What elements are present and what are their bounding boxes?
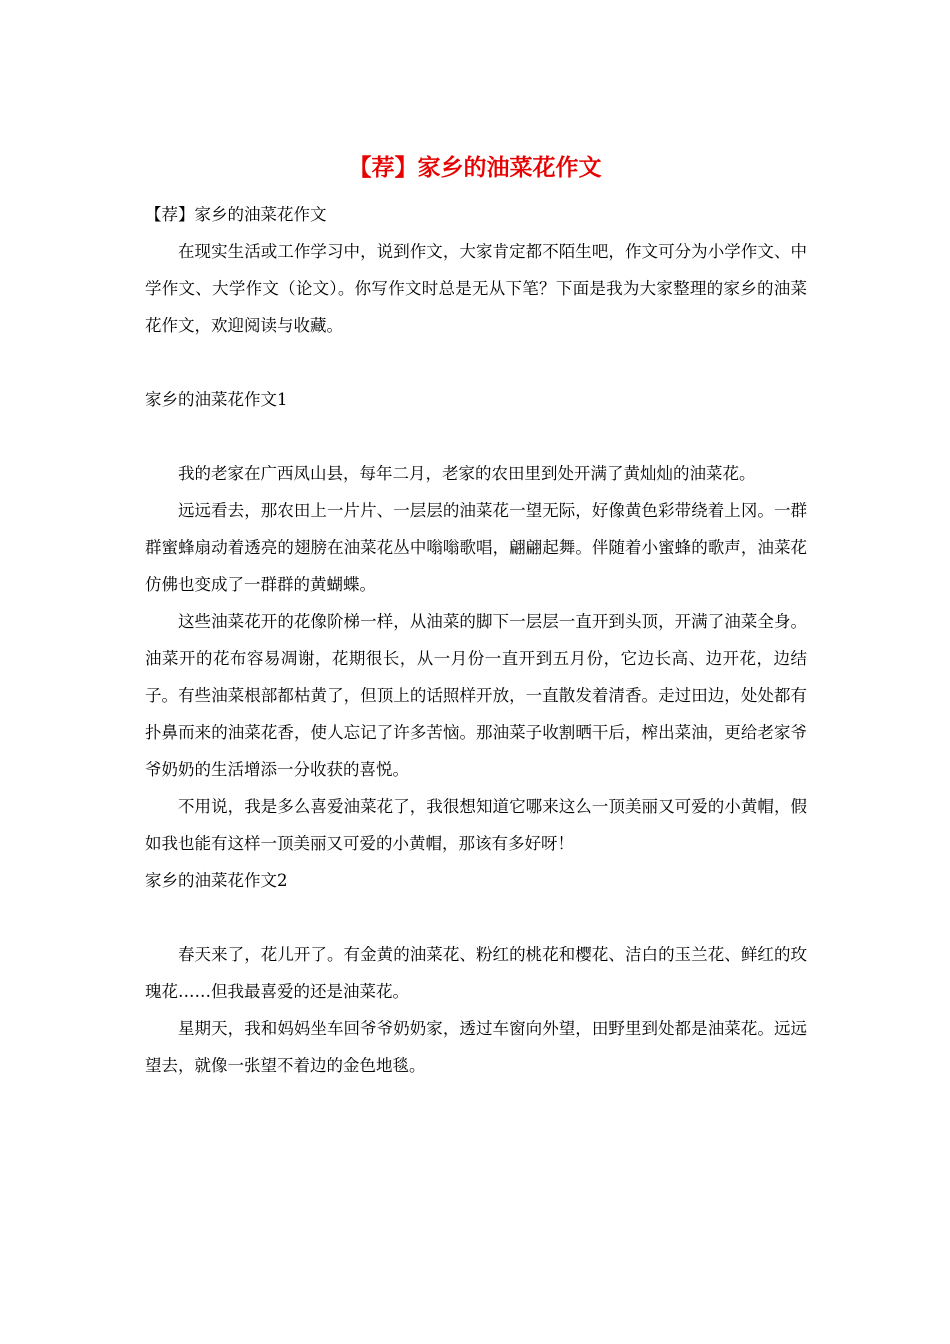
paragraph: 这些油菜花开的花像阶梯一样，从油菜的脚下一层层一直开到头顶，开满了油菜全身。油菜开的花布容易凋谢，花期很长，从一月份一直开到五月份，它边长高、边开花，边结子。有些油菜根部都枯黄了，但顶上的话照样开放，一直散发着清香。走过田边，处处都有扑鼻而来的油菜花香，使人忘记了许多苦恼。那油菜子收割晒干后，榨出菜油，更给老家爷爷奶奶的生活增添一分收获的喜悦。: [145, 612, 807, 779]
paragraph: 我的老家在广西凤山县，每年二月，老家的农田里到处开满了黄灿灿的油菜花。: [178, 464, 756, 483]
paragraph: 星期天，我和妈妈坐车回爷爷奶奶家，透过车窗向外望，田野里到处都是油菜花。远远望去，就像一张望不着边的金色地毯。: [145, 1019, 807, 1075]
paragraph: 春天来了，花儿开了。有金黄的油菜花、粉红的桃花和樱花、洁白的玉兰花、鲜红的玫瑰花……但我最喜爱的还是油菜花。: [145, 945, 807, 1001]
spacer: [145, 418, 807, 455]
section-heading: 家乡的油菜花作文2: [145, 871, 288, 890]
document-subtitle: 【荐】家乡的油菜花作文: [145, 205, 327, 224]
document-title: 【荐】家乡的油菜花作文: [348, 154, 602, 181]
paragraph: 不用说，我是多么喜爱油菜花了，我很想知道它哪来这么一顶美丽又可爱的小黄帽，假如我也能有这样一顶美丽又可爱的小黄帽，那该有多好呀！: [145, 797, 807, 853]
spacer: [145, 899, 807, 936]
section-heading: 家乡的油菜花作文1: [145, 390, 288, 409]
intro-paragraph: 在现实生活或工作学习中，说到作文，大家肯定都不陌生吧，作文可分为小学作文、中学作文、大学作文（论文）。你写作文时总是无从下笔？下面是我为大家整理的家乡的油菜花作文，欢迎阅读与收藏。: [145, 242, 807, 335]
spacer: [145, 344, 807, 381]
document-body: [145, 196, 807, 1084]
paragraph: 远远看去，那农田上一片片、一层层的油菜花一望无际，好像黄色彩带绕着上冈。一群群蜜蜂扇动着透亮的翅膀在油菜花丛中嗡嗡歌唱，翩翩起舞。伴随着小蜜蜂的歌声，油菜花仿佛也变成了一群群的黄蝴蝶。: [145, 501, 807, 594]
